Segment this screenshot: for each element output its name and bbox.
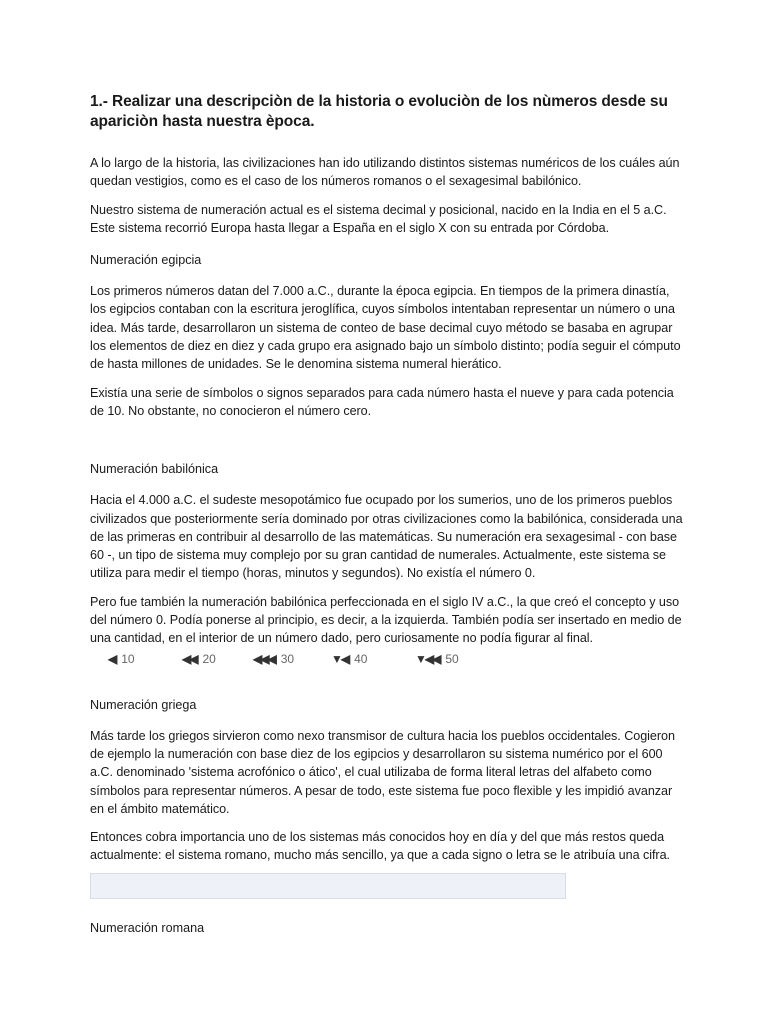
heading-babilonica: Numeración babilónica bbox=[90, 462, 219, 477]
griega-paragraph-1: Más tarde los griegos sirvieron como nexo transmisor de cultura hacia los pueblos occidentales. Cogieron de ejemplo la numeración con base diez de los egipcios y desarrollaron su sistema numérico por el 600 a.C. denominado 'sistema acrofónico o ático', el cual utilizaba de forma literal letras del alfabeto como símbolos para representar números. A pesar de todo, este sistema fue poco flexible y les impidió avanzar en el ámbito matemático. bbox=[90, 728, 675, 816]
cuneiform-icon: ◀ bbox=[108, 651, 116, 666]
babylonian-numeral: ◀◀◀ 30 bbox=[253, 651, 295, 666]
cuneiform-icon: ◀◀ bbox=[182, 651, 197, 666]
babylonian-numeral: ▼◀ 40 bbox=[331, 651, 368, 666]
cuneiform-icon: ▼◀ bbox=[331, 651, 349, 666]
heading-egipcia: Numeración egipcia bbox=[90, 253, 202, 268]
babilonica-paragraph-1: Hacia el 4.000 a.C. el sudeste mesopotámico fue ocupado por los sumerios, uno de los primeros pueblos civilizados que posteriormente sería dominado por otras civilizaciones como la babilónica, considerada una de las primeras en contribuir al desarrollo de las matemáticas. Su numeración era sexagesimal - con base 60 -, un tipo de sistema muy complejo por su gran cantidad de numerales. Actualmente, este sistema se utiliza para medir el tiempo (horas, minutos y segundos). No existía el número 0. bbox=[90, 493, 683, 581]
babylonian-numerals-figure bbox=[90, 652, 688, 674]
babylonian-numeral: ◀ 10 bbox=[108, 651, 135, 666]
heading-romana: Numeración romana bbox=[90, 920, 205, 935]
egipcia-paragraph-2: Existía una serie de símbolos o signos separados para cada número hasta el nueve y para cada potencia de 10. No obstante, no conocieron el número cero. bbox=[90, 385, 674, 418]
intro-paragraph-2: Nuestro sistema de numeración actual es el sistema decimal y posicional, nacido en la India en el 5 a.C. Este sistema recorrió Europa hasta llegar a España en el siglo X con su entrada por Córdoba. bbox=[90, 202, 667, 235]
image-placeholder bbox=[90, 873, 566, 899]
intro-paragraph-1: A lo largo de la historia, las civilizaciones han ido utilizando distintos sistemas numéricos de los cuáles aún quedan vestigios, como es el caso de los números romanos o el sexagesimal babilónico. bbox=[90, 156, 680, 189]
babilonica-paragraph-2: Pero fue también la numeración babilónica perfeccionada en el siglo IV a.C., la que creó el concepto y uso del número 0. Podía ponerse al principio, es decir, a la izquierda. También podía ser insertado en medio de una cantidad, en el interior de un número dado, pero curiosamente no podía figurar al final. bbox=[90, 594, 682, 646]
babylonian-numeral: ◀◀ 20 bbox=[182, 651, 216, 666]
babylonian-numeral: ▼◀◀ 50 bbox=[415, 651, 459, 666]
cuneiform-icon: ▼◀◀ bbox=[415, 651, 440, 666]
egipcia-paragraph-1: Los primeros números datan del 7.000 a.C., durante la época egipcia. En tiempos de la primera dinastía, los egipcios contaban con la escritura jeroglífica, cuyos símbolos intentaban representar un número o una idea. Más tarde, desarrollaron un sistema de conteo de base decimal cuyo método se basaba en agrupar los elementos de diez en diez y cada grupo era asignado bajo un símbolo distinto; podía seguir el cómputo de hasta millones de unidades. Se le denomina sistema numeral hierático. bbox=[90, 284, 681, 372]
griega-paragraph-2: Entonces cobra importancia uno de los sistemas más conocidos hoy en día y del que más restos queda actualmente: el sistema romano, mucho más sencillo, ya que a cada signo o letra se le atribuía una cifra. bbox=[90, 830, 670, 863]
page-title: 1.- Realizar una descripciòn de la historia o evoluciòn de los nùmeros desde su apariciòn hasta nuestra època. bbox=[90, 93, 668, 130]
cuneiform-icon: ◀◀◀ bbox=[253, 651, 275, 666]
heading-griega: Numeración griega bbox=[90, 697, 197, 712]
